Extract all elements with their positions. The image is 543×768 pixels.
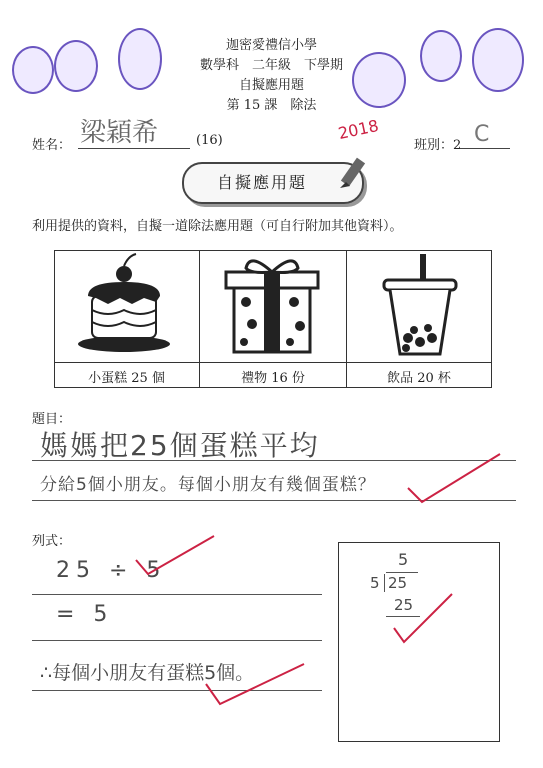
formula-label: 列式： <box>32 534 72 549</box>
item-label-gift: 禮物 16 份 <box>241 371 305 386</box>
marker-note: 2018 <box>336 115 381 144</box>
pencil-icon <box>336 154 372 194</box>
name-label: 姓名： <box>32 138 72 153</box>
formula-expression: 25 ÷ 5 <box>56 558 167 583</box>
bubble-tea-icon <box>380 254 460 358</box>
class-label: 班別：2 <box>414 138 462 153</box>
ld-divisor: 5 <box>370 574 380 592</box>
checkmark-icon <box>130 530 220 590</box>
item-label-drink: 飲品 20 杯 <box>387 371 451 386</box>
checkmark-icon <box>400 448 510 508</box>
lesson-title: 第 15 課 除法 <box>226 98 317 113</box>
class-line <box>460 148 510 149</box>
formula-result: = 5 <box>56 602 114 627</box>
instruction: 利用提供的資料，自擬一道除法應用題（可自行附加其他資料）。 <box>32 219 403 234</box>
ld-bar <box>386 572 418 573</box>
student-number: (16) <box>196 133 223 148</box>
checkmark-icon <box>388 590 458 650</box>
question-label: 題目： <box>32 412 72 427</box>
ld-quotient: 5 <box>398 550 409 569</box>
cake-icon <box>74 252 174 358</box>
question-line-1: 媽媽把25個蛋糕平均 <box>40 429 320 462</box>
checkmark-icon <box>200 660 310 712</box>
class-value: C <box>474 122 490 147</box>
formula-line <box>32 640 322 641</box>
formula-line <box>32 594 322 595</box>
ld-dividend: 25 <box>384 574 407 592</box>
divider <box>54 362 491 363</box>
question-line-2: 分給5個小朋友。每個小朋友有幾個蛋糕？ <box>40 475 376 495</box>
subject-line: 數學科 二年級 下學期 <box>199 58 343 73</box>
banner-title: 自擬應用題 <box>216 173 307 192</box>
ld-subtract: 25 <box>394 596 414 614</box>
formula-answer: ∴每個小朋友有蛋糕5個。 <box>40 662 255 684</box>
gift-icon <box>220 252 324 356</box>
worksheet-title: 自擬應用題 <box>238 78 304 93</box>
item-label-cake: 小蛋糕 25 個 <box>88 371 165 386</box>
school-name: 迦密愛禮信小學 <box>225 38 317 53</box>
name-value: 梁穎希 <box>80 118 159 148</box>
